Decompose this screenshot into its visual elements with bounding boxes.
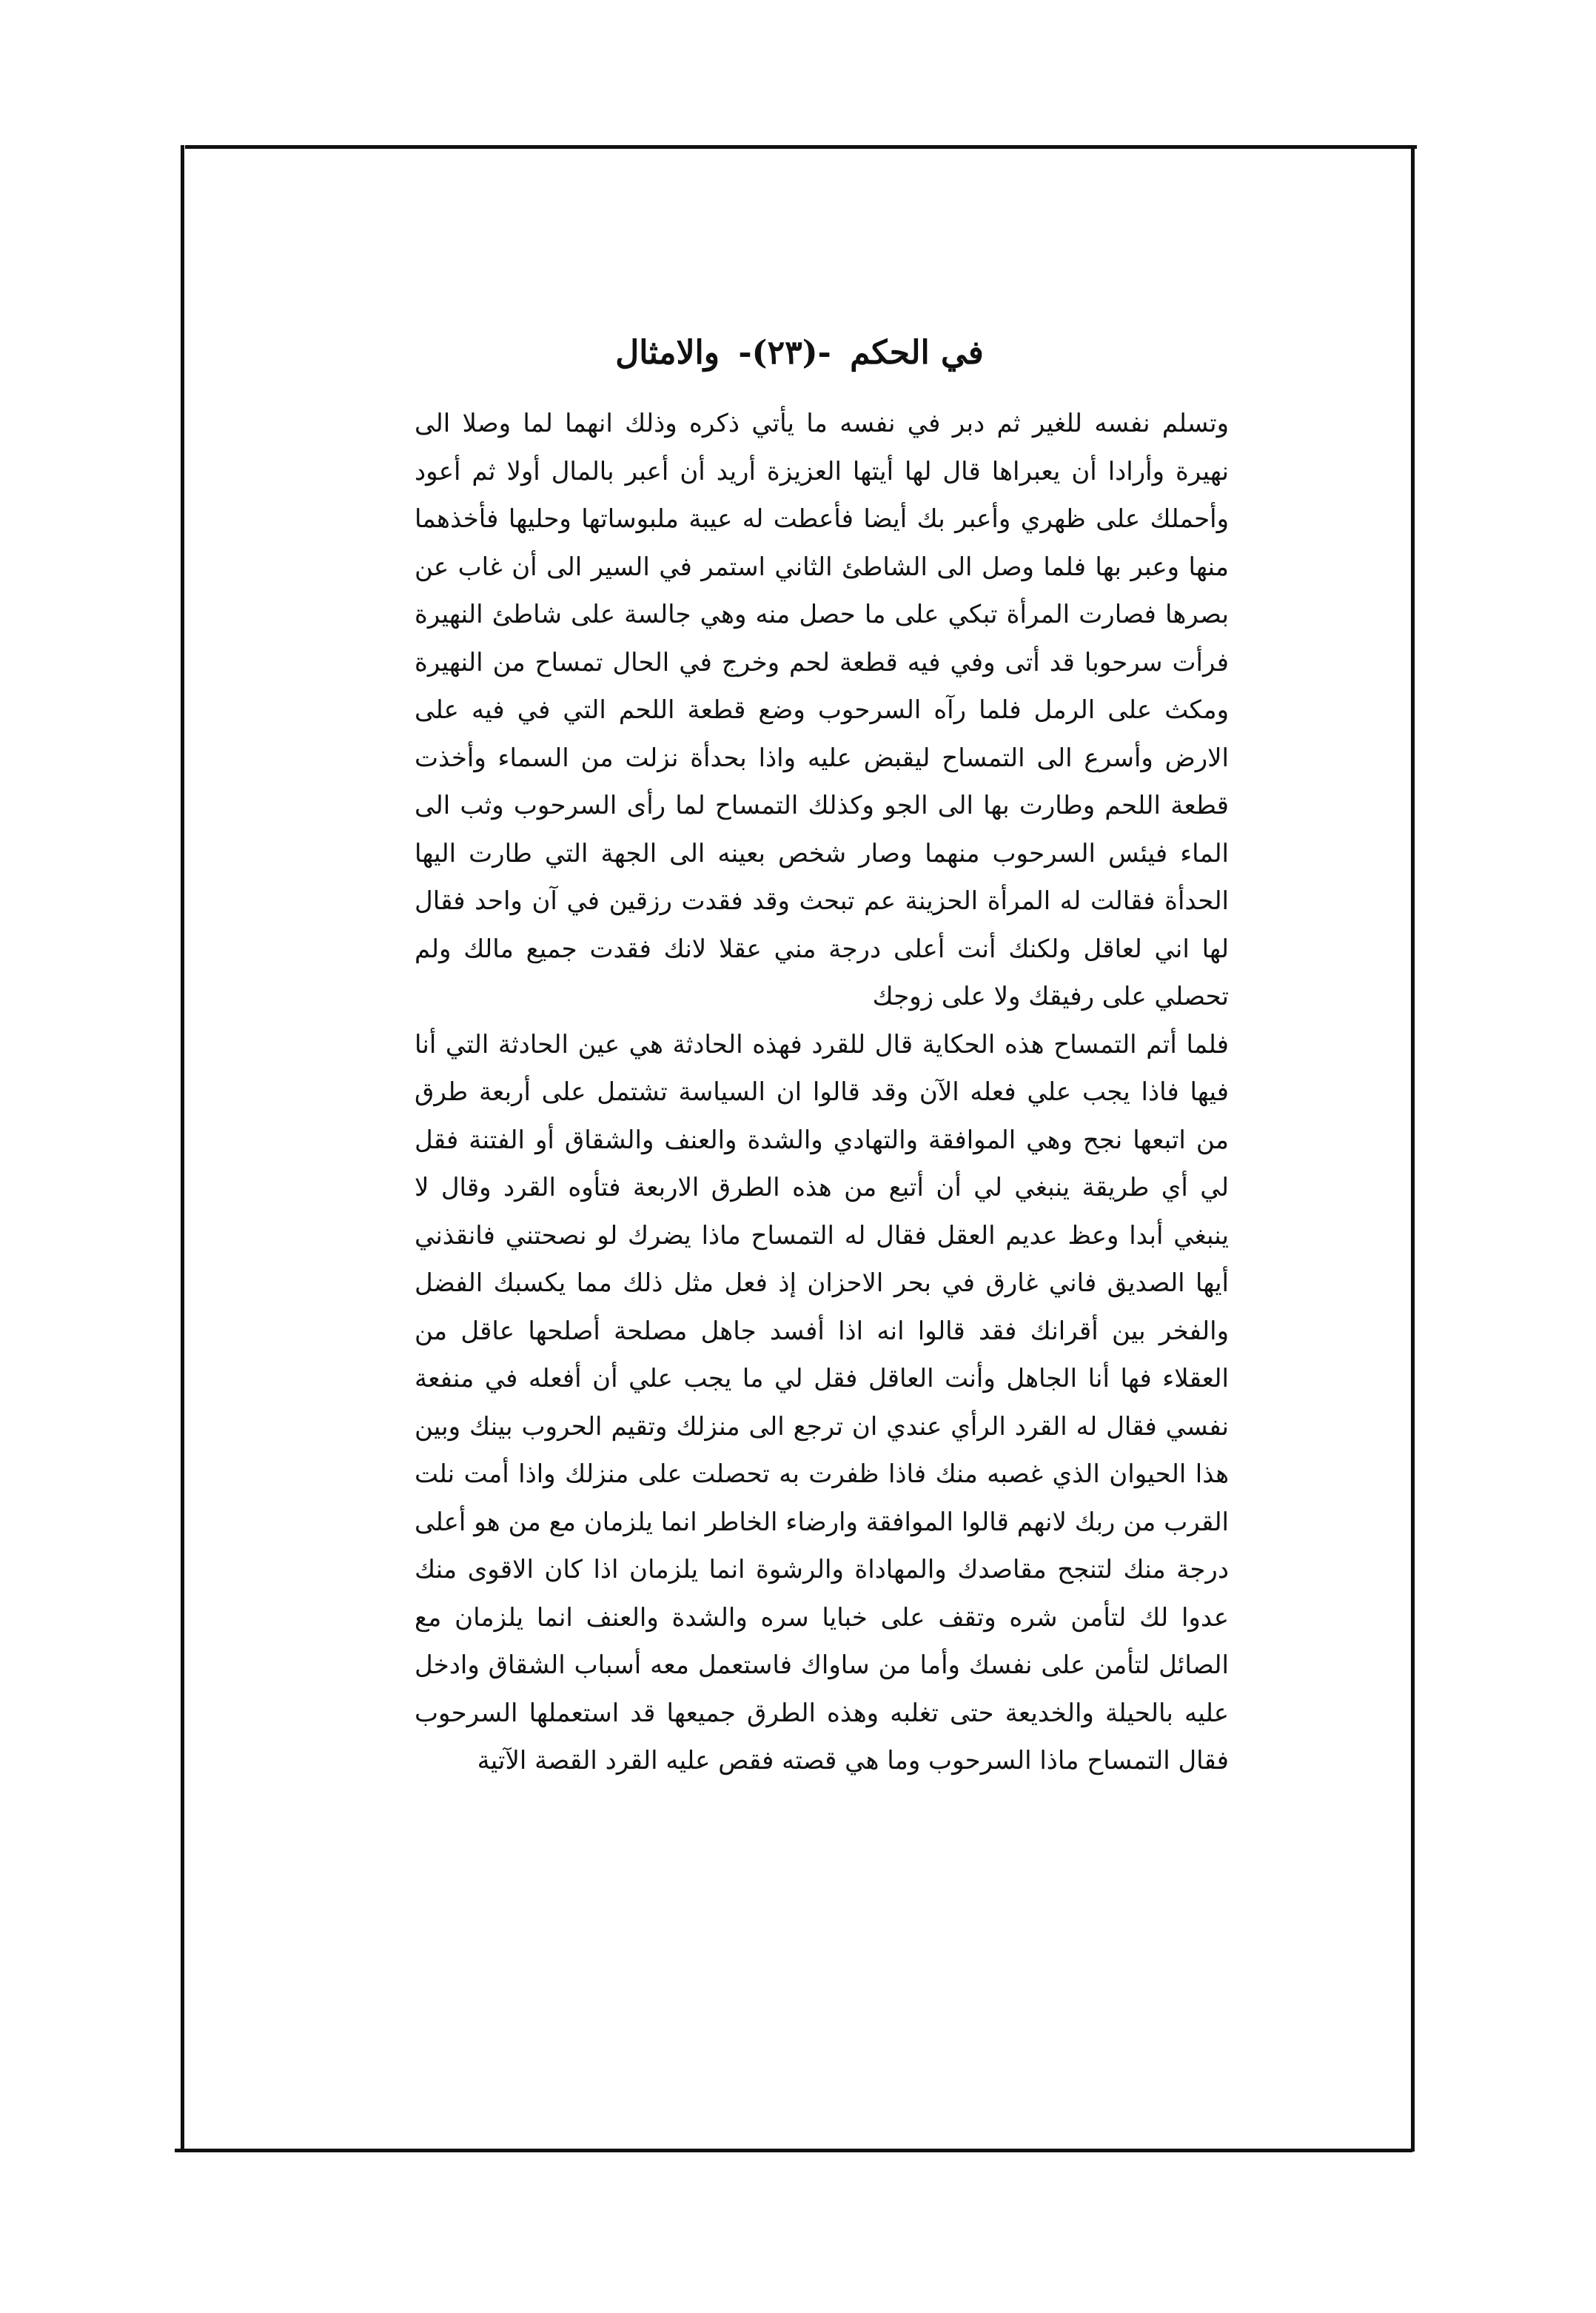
page-body — [415, 400, 1229, 1785]
page-frame-right-border — [1411, 145, 1415, 2152]
page-frame-bottom-border — [175, 2149, 1412, 2152]
page-frame-left-border — [181, 145, 184, 2152]
page-number: -(٢٣)- — [738, 334, 831, 372]
running-header — [415, 320, 1184, 386]
paragraph-1: وتسلم نفسه للغير ثم دبر في نفسه ما يأتي ذكره وذلك انهما لما وصلا الى نهيرة وأرادا أن يعبراها قال لها أيتها العزيزة أريد أن أعبر بالمال أولا ثم أعود وأحملك على ظهري وأعبر بك أيضا فأعطت له عيبة ملبوساتها وحليها فأخذهما منها وعبر بها فلما وصل الى الشاطئ الثاني استمر في السير الى أن غاب عن بصرها فصارت المرأة تبكي على ما حصل منه وهي جالسة على شاطئ النهيرة فرأت سرحوبا قد أتى وفي فيه قطعة لحم وخرج في الحال تمساح من النهيرة ومكث على الرمل فلما رآه السرحوب وضع قطعة اللحم التي في فيه على الارض وأسرع الى التمساح ليقبض عليه واذا بحدأة نزلت من السماء وأخذت قطعة اللحم وطارت بها الى الجو وكذلك التمساح لما رأى السرحوب وثب الى الماء فيئس السرحوب منهما وصار شخص بعينه الى الجهة التي طارت اليها الحدأة فقالت له المرأة الحزينة عم تبحث وقد فقدت رزقين في آن واحد فقال لها اني لعاقل ولكنك أنت أعلى درجة مني عقلا لانك فقدت جميع مالك ولم تحصلي على رفيقك ولا على زوجك — [415, 409, 1229, 1011]
header-left-part: في الحكم — [850, 334, 984, 372]
header-right-part: والامثال — [615, 334, 720, 372]
page-frame-top-border — [185, 145, 1417, 149]
paragraph-2: فلما أتم التمساح هذه الحكاية قال للقرد فهذه الحادثة هي عين الحادثة التي أنا فيها فاذا يجب علي فعله الآن وقد قالوا ان السياسة تشتمل على أربعة طرق من اتبعها نجح وهي الموافقة والتهادي والشدة والعنف والشقاق أو الفتنة فقل لي أي طريقة ينبغي لي أن أتبع من هذه الطرق الاربعة فتأوه القرد وقال لا ينبغي أبدا وعظ عديم العقل فقال له التمساح ماذا يضرك لو نصحتني فانقذني أيها الصديق فاني غارق في بحر الاحزان إذ فعل مثل ذلك مما يكسبك الفضل والفخر بين أقرانك فقد قالوا انه اذا أفسد جاهل مصلحة أصلحها عاقل من العقلاء فها أنا الجاهل وأنت العاقل فقل لي ما يجب علي أن أفعله في منفعة نفسي فقال له القرد الرأي عندي ان ترجع الى منزلك وتقيم الحروب بينك وبين هذا الحيوان الذي غصبه منك فاذا ظفرت به تحصلت على منزلك واذا أمت نلت القرب من ربك لانهم قالوا الموافقة وارضاء الخاطر انما يلزمان مع من هو أعلى درجة منك لتنجح مقاصدك والمهاداة والرشوة انما يلزمان اذا كان الاقوى منك عدوا لك لتأمن شره وتقف على خبايا سره والشدة والعنف انما يلزمان مع الصائل لتأمن على نفسك وأما من ساواك فاستعمل معه أسباب الشقاق وادخل عليه بالحيلة والخديعة حتى تغلبه وهذه الطرق جميعها قد استعملها السرحوب فقال التمساح ماذا السرحوب وما هي قصته فقص عليه القرد القصة الآتية — [415, 1029, 1229, 1775]
